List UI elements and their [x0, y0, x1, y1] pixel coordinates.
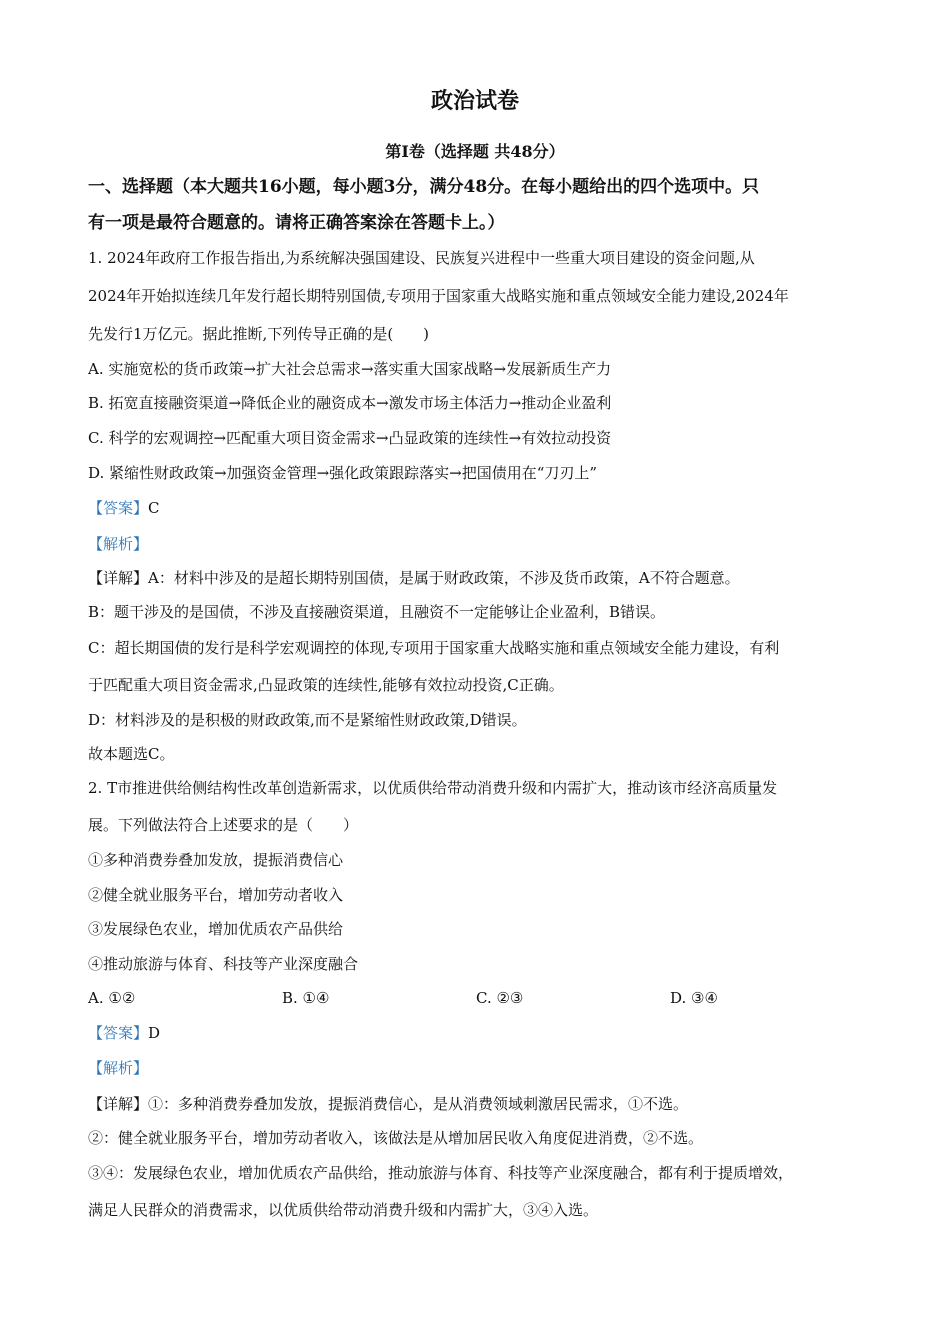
q1-detail-d: D：材料涉及的是积极的财政政策,而不是紧缩性财政政策,D错误。 — [88, 711, 527, 729]
q2-analysis-tag: 【解析】 — [88, 1059, 149, 1077]
page-title: 政治试卷 — [430, 88, 519, 114]
q1-detail-b: B：题干涉及的是国债，不涉及直接融资渠道，且融资不一定能够让企业盈利，B错误。 — [88, 603, 666, 621]
q1-analysis-tag: 【解析】 — [88, 535, 149, 553]
q1-detail-c-line-2: 于匹配重大项目资金需求,凸显政策的连续性,能够有效拉动投资,C正确。 — [88, 676, 564, 694]
q1-option-b: B. 拓宽直接融资渠道→降低企业的融资成本→激发市场主体活力→推动企业盈利 — [88, 394, 612, 412]
q2-detail-34-line-2: 满足人民群众的消费需求，以优质供给带动消费升级和内需扩大，③④入选。 — [88, 1201, 599, 1219]
q1-answer-line — [88, 498, 868, 518]
q1-stem-line-1: 1. 2024年政府工作报告指出,为系统解决强国建设、民族复兴进程中一些重大项目建设的资金问题,从 — [88, 249, 755, 267]
q1-option-d: D. 紧缩性财政政策→加强资金管理→强化政策跟踪落实→把国债用在“刀刃上” — [88, 464, 598, 482]
q1-detail-line-1 — [88, 568, 868, 588]
q2-item-3: ③发展绿色农业，增加优质农产品供给 — [88, 920, 344, 938]
q1-detail-a: A：材料中涉及的是超长期特别国债，是属于财政政策，不涉及货币政策，A不符合题意。 — [148, 569, 740, 587]
q2-option-b: B. ①④ — [282, 989, 330, 1007]
q2-detail-2: ②：健全就业服务平台，增加劳动者收入，该做法是从增加居民收入角度促进消费，②不选。 — [88, 1129, 704, 1147]
q1-stem-line-3: 先发行1万亿元。据此推断,下列传导正确的是( ) — [88, 325, 430, 343]
q2-item-1: ①多种消费券叠加发放，提振消费信心 — [88, 851, 344, 869]
q2-stem-line-2: 展。下列做法符合上述要求的是（ ） — [88, 816, 359, 834]
q1-stem-line-2: 2024年开始拟连续几年发行超长期特别国债,专项用于国家重大战略实施和重点领域安全能力建设,2024年 — [88, 287, 789, 305]
q2-answer: D — [148, 1024, 161, 1042]
q2-option-d: D. ③④ — [670, 989, 718, 1007]
q2-option-a: A. ①② — [88, 989, 136, 1007]
part-title: 第I卷（选择题 共48分） — [385, 142, 565, 161]
q1-detail-tag: 【详解】 — [88, 569, 149, 587]
q2-detail-1: ①：多种消费券叠加发放，提振消费信心，是从消费领域刺激居民需求，①不选。 — [148, 1095, 689, 1113]
q1-option-c: C. 科学的宏观调控→匹配重大项目资金需求→凸显政策的连续性→有效拉动投资 — [88, 429, 612, 447]
q2-stem-line-1: 2. T市推进供给侧结构性改革创造新需求，以优质供给带动消费升级和内需扩大，推动该市经济高质量发 — [88, 779, 778, 797]
q2-item-4: ④推动旅游与体育、科技等产业深度融合 — [88, 955, 359, 973]
section-heading-line-1: 一、选择题（本大题共16小题，每小题3分，满分48分。在每小题给出的四个选项中。只 — [88, 177, 760, 197]
q1-conclusion: 故本题选C。 — [88, 745, 175, 763]
q2-item-2: ②健全就业服务平台，增加劳动者收入 — [88, 886, 344, 904]
q2-detail-tag: 【详解】 — [88, 1095, 149, 1113]
q2-answer-line — [88, 1023, 868, 1043]
q1-option-a: A. 实施宽松的货币政策→扩大社会总需求→落实重大国家战略→发展新质生产力 — [88, 360, 612, 378]
q1-detail-c-line-1: C：超长期国债的发行是科学宏观调控的体现,专项用于国家重大战略实施和重点领域安全能力建设，有利 — [88, 639, 780, 657]
q1-answer-tag: 【答案】 — [88, 499, 149, 517]
section-heading-line-2: 有一项是最符合题意的。请将正确答案涂在答题卡上。） — [88, 213, 505, 233]
q2-answer-tag: 【答案】 — [88, 1024, 149, 1042]
q1-answer: C — [148, 499, 160, 517]
q2-detail-line-1 — [88, 1094, 868, 1114]
q2-detail-34-line-1: ③④：发展绿色农业，增加优质农产品供给，推动旅游与体育、科技等产业深度融合，都有利于提质增效， — [88, 1164, 794, 1182]
q2-option-c: C. ②③ — [476, 989, 524, 1007]
